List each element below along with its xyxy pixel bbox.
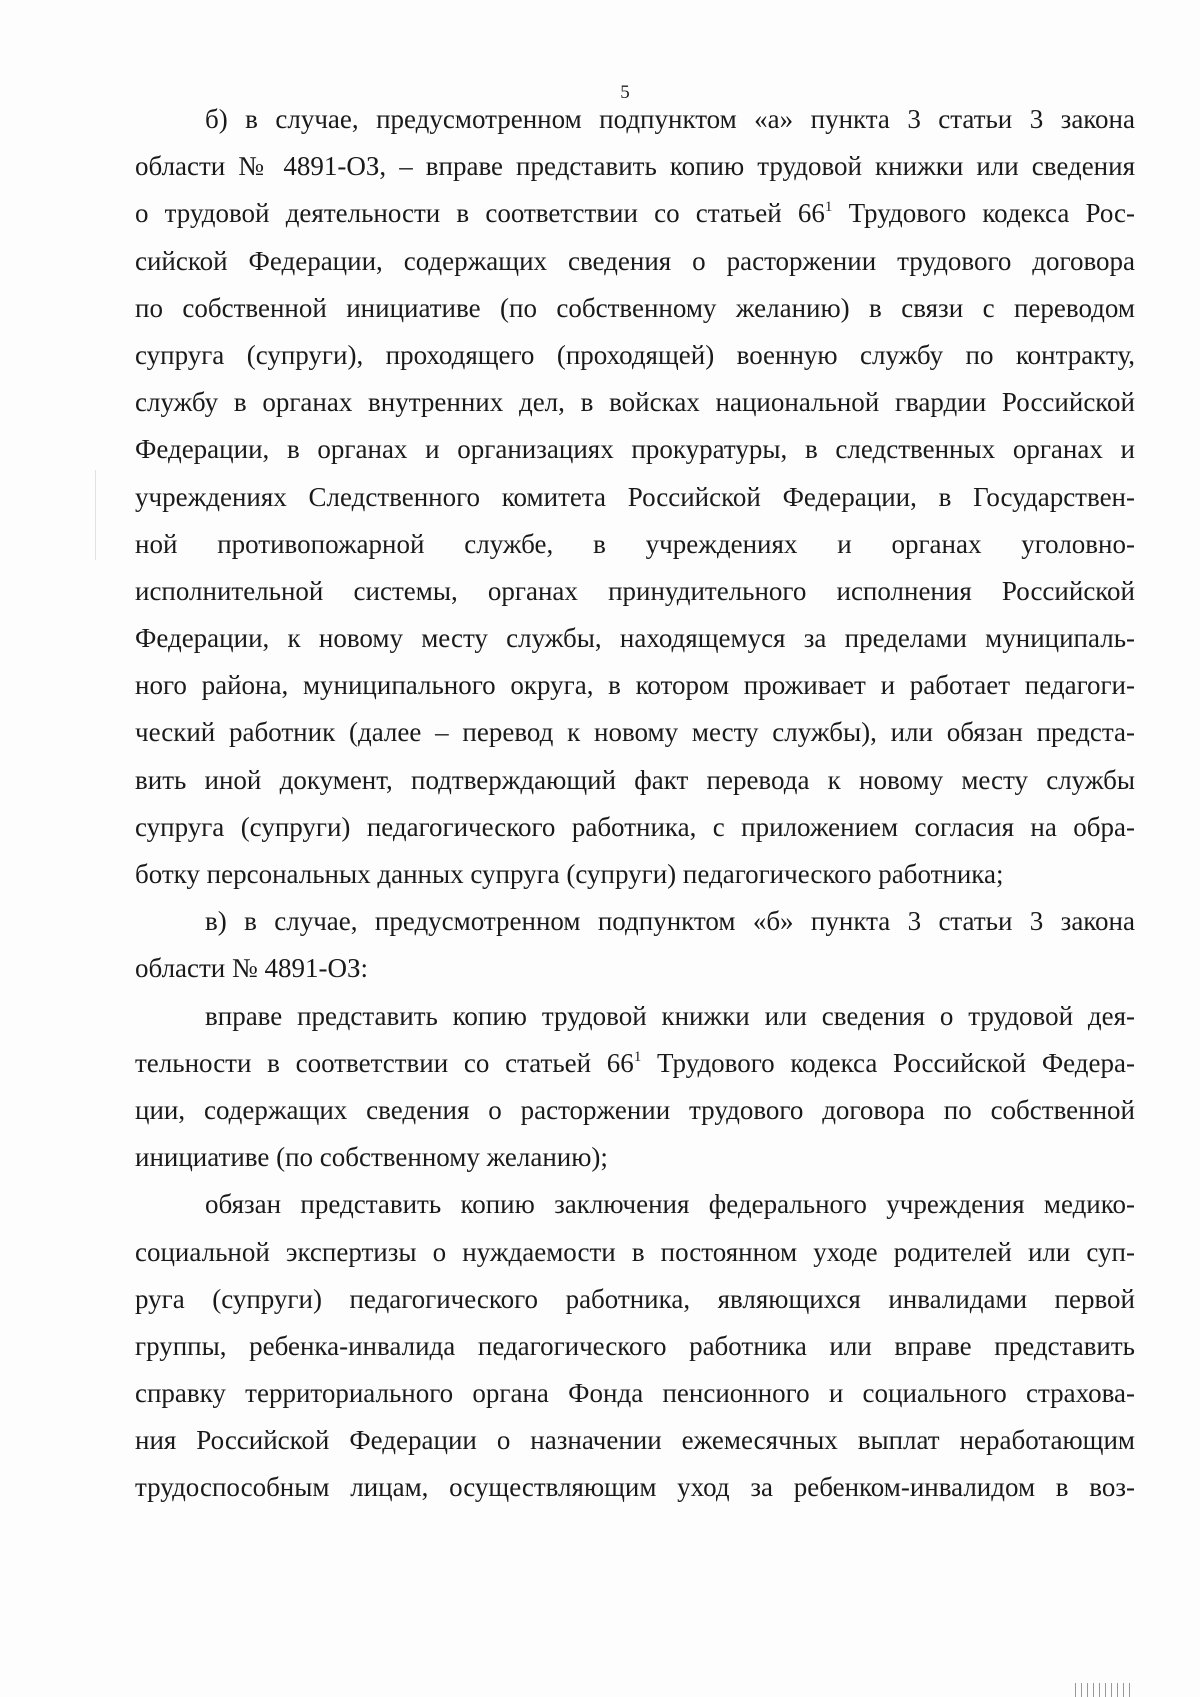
paragraph-b-line: ной противопожарной службе, в учреждениях и органах уголовно-: [135, 528, 1135, 559]
paragraph-obligation-line: трудоспособным лицам, осуществляющим уход за ребенком-инвалидом в воз-: [135, 1472, 1135, 1503]
paragraph-right-line: [135, 1040, 1135, 1087]
line-text: о трудовой деятельности в соответствии со статьей 66: [135, 198, 825, 229]
paragraph-right-line: вправе представить копию трудовой книжки или сведения о трудовой дея-: [205, 1000, 1135, 1031]
paragraph-b-line: учреждениях Следственного комитета Российской Федерации, в Государствен-: [135, 481, 1135, 512]
paragraph-b-line: [135, 190, 1135, 237]
paragraph-obligation-line: социальной экспертизы о нуждаемости в постоянном уходе родителей или суп-: [135, 1236, 1135, 1267]
line-text: Трудового кодекса Российской Федера-: [641, 1047, 1135, 1078]
paragraph-b-line: вить иной документ, подтверждающий факт перевода к новому месту службы: [135, 764, 1135, 795]
paragraph-b-line: службу в органах внутренних дел, в войсках национальной гвардии Российской: [135, 387, 1135, 418]
paragraph-v-line: области № 4891-ОЗ:: [135, 953, 369, 984]
paragraph-b-line: ного района, муниципального округа, в котором проживает и работает педагоги-: [135, 670, 1135, 701]
document-body: [135, 96, 1135, 1512]
paragraph-b-line: ботку персональных данных супруга (супруги) педагогического работника;: [135, 859, 1004, 889]
paragraph-b-line: исполнительной системы, органах принудительного исполнения Российской: [135, 575, 1135, 606]
paragraph-b-line: супруга (супруги) педагогического работника, с приложением согласия на обра-: [135, 811, 1135, 842]
paragraph-right-line: инициативе (по собственному желанию);: [135, 1142, 608, 1173]
paragraph-obligation-line: справку территориального органа Фонда пенсионного и социального страхова-: [135, 1378, 1135, 1409]
paragraph-v-line: в) в случае, предусмотренном подпунктом «б» пункта 3 статьи 3 закона: [205, 906, 1135, 937]
line-text: Трудового кодекса Рос-: [832, 198, 1135, 229]
paragraph-b-line: б) в случае, предусмотренном подпунктом «а» пункта 3 статьи 3 закона: [205, 104, 1135, 134]
paragraph-obligation-line: обязан представить копию заключения федерального учреждения медико-: [205, 1189, 1135, 1220]
paragraph-b-line: ческий работник (далее – перевод к новому месту службы), или обязан предста-: [135, 717, 1135, 748]
paragraph-right-line: ции, содержащих сведения о расторжении трудового договора по собственной: [135, 1094, 1135, 1125]
superscript: 1: [824, 199, 833, 216]
paragraph-obligation-line: ния Российской Федерации о назначении ежемесячных выплат неработающим: [135, 1425, 1135, 1456]
paragraph-b-line: сийской Федерации, содержащих сведения о расторжении трудового договора: [135, 245, 1135, 276]
paragraph-b-line: Федерации, к новому месту службы, находящемуся за пределами муниципаль-: [135, 623, 1135, 654]
paragraph-obligation-line: группы, ребенка-инвалида педагогического работника или вправе представить: [135, 1330, 1135, 1361]
superscript: 1: [633, 1048, 642, 1065]
line-text: тельности в соответствии со статьей 66: [135, 1047, 634, 1078]
paragraph-b-line: Федерации, в органах и организациях прокуратуры, в следственных органах и: [135, 434, 1135, 465]
scan-artifact: [1075, 1683, 1135, 1697]
paragraph-b-line: по собственной инициативе (по собственному желанию) в связи с переводом: [135, 292, 1135, 323]
paragraph-b-line: области № 4891-ОЗ, – вправе представить копию трудовой книжки или сведения: [135, 151, 1135, 182]
paragraph-obligation-line: руга (супруги) педагогического работника, являющихся инвалидами первой: [135, 1283, 1135, 1314]
scan-margin-line: [95, 470, 96, 560]
page-number: 5: [620, 82, 630, 103]
paragraph-b-line: супруга (супруги), проходящего (проходящей) военную службу по контракту,: [135, 339, 1135, 370]
